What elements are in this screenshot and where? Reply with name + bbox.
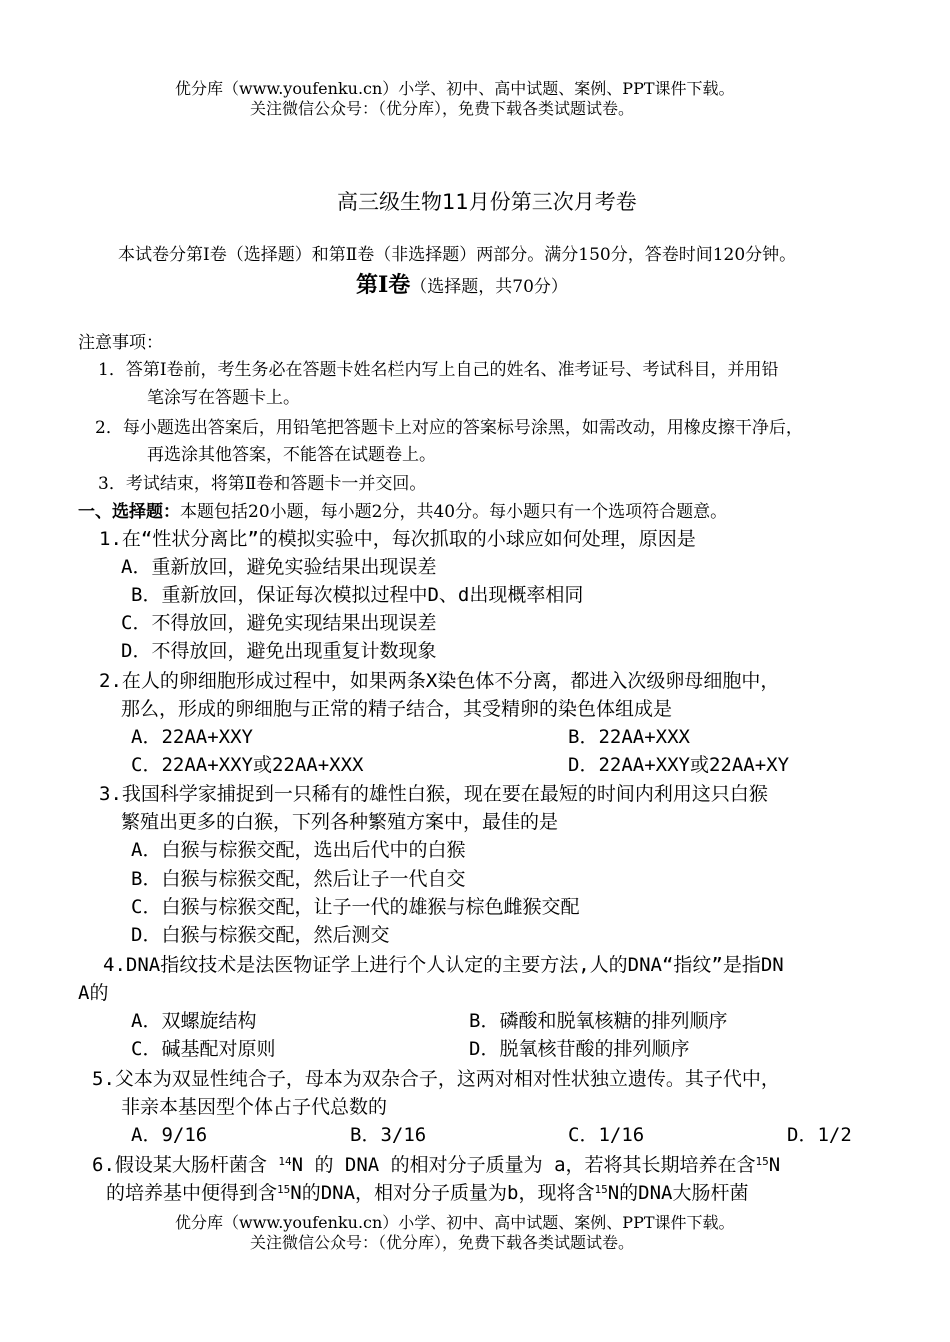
page-title: 高三级生物11月份第三次月考卷 bbox=[337, 190, 637, 214]
q6-text-3: N bbox=[768, 1154, 781, 1176]
q5-option-d: D．1/2 bbox=[787, 1124, 852, 1146]
q4-option-c: C．碱基配对原则 bbox=[131, 1038, 276, 1060]
intro-text: 本试卷分第Ⅰ卷（选择题）和第Ⅱ卷（非选择题）两部分。满分150分，答卷时间120分钟。 bbox=[118, 245, 797, 265]
part1-desc: 本题包括20小题，每小题2分，共40分。每小题只有一个选项符合题意。 bbox=[180, 502, 728, 522]
q6-sup-4: 15 bbox=[594, 1183, 608, 1196]
q4-option-a: A．双螺旋结构 bbox=[131, 1010, 257, 1032]
q5-stem-line-1: 5.父本为双显性纯合子，母本为双杂合子，这两对相对性状独立遗传。其子代中， bbox=[92, 1068, 780, 1090]
notice-item-2-line-1: 2．每小题选出答案后，用铅笔把答题卡上对应的答案标号涂黑，如需改动，用橡皮擦干净后， bbox=[95, 418, 803, 438]
q3-option-d: D．白猴与棕猴交配，然后测交 bbox=[131, 924, 390, 946]
header-line-1: 优分库（www.youfenku.cn）小学、初中、高中试题、案例、PPT课件下载。 bbox=[175, 79, 735, 98]
notice-item-1-line-1: 1．答第Ⅰ卷前，考生务必在答题卡姓名栏内写上自己的姓名、准考证号、考试科目，并用铅 bbox=[98, 360, 779, 380]
q4-stem-line-1: 4.DNA指纹技术是法医物证学上进行个人认定的主要方法,人的DNA“指纹”是指DN bbox=[103, 954, 784, 976]
q6-text-6: N的DNA大肠杆菌 bbox=[607, 1182, 749, 1204]
q3-stem-line-2: 繁殖出更多的白猴，下列各种繁殖方案中，最佳的是 bbox=[121, 811, 559, 833]
notice-item-3: 3．考试结束，将第Ⅱ卷和答题卡一并交回。 bbox=[98, 474, 427, 494]
q6-text-2: N 的 DNA 的相对分子质量为 a，若将其长期培养在含 bbox=[291, 1154, 756, 1176]
q6-stem-line-1 bbox=[92, 1150, 780, 1177]
q2-option-b: B．22AA+XXX bbox=[568, 726, 690, 748]
part1-label: 一、选择题： bbox=[78, 502, 180, 522]
section-label: 第Ⅰ卷 bbox=[356, 272, 411, 298]
q6-sup-1: 14 bbox=[278, 1155, 292, 1168]
q2-option-a: A．22AA+XXY bbox=[131, 726, 253, 748]
q2-option-d: D．22AA+XXY或22AA+XY bbox=[568, 754, 790, 776]
q1-option-c: C．不得放回，避免实现结果出现误差 bbox=[121, 612, 437, 634]
q6-stem-line-2 bbox=[106, 1178, 748, 1205]
notice-item-1-line-2: 笔涂写在答题卡上。 bbox=[147, 388, 300, 408]
notice-heading: 注意事项： bbox=[78, 333, 163, 353]
q2-stem-line-1: 2.在人的卵细胞形成过程中，如果两条X染色体不分离，都进入次级卵母细胞中， bbox=[99, 670, 780, 692]
q1-stem: 1.在“性状分离比”的模拟实验中，每次抓取的小球应如何处理，原因是 bbox=[99, 528, 696, 550]
q3-option-c: C．白猴与棕猴交配，让子一代的雄猴与棕色雌猴交配 bbox=[131, 896, 580, 918]
q6-text-5: N的DNA，相对分子质量为b，现将含 bbox=[290, 1182, 595, 1204]
q5-option-b: B．3/16 bbox=[350, 1124, 427, 1146]
q5-stem-line-2: 非亲本基因型个体占子代总数的 bbox=[121, 1096, 388, 1118]
q3-option-a: A．白猴与棕猴交配，选出后代中的白猴 bbox=[131, 839, 466, 861]
q3-option-b: B．白猴与棕猴交配，然后让子一代自交 bbox=[131, 868, 466, 890]
q4-option-b: B．磷酸和脱氧核糖的排列顺序 bbox=[469, 1010, 728, 1032]
q3-stem-line-1: 3.我国科学家捕捉到一只稀有的雄性白猴，现在要在最短的时间内利用这只白猴 bbox=[99, 783, 768, 805]
footer-line-1: 优分库（www.youfenku.cn）小学、初中、高中试题、案例、PPT课件下载。 bbox=[175, 1213, 735, 1232]
notice-item-2-line-2: 再选涂其他答案，不能答在试题卷上。 bbox=[147, 445, 436, 465]
q1-option-d: D．不得放回，避免出现重复计数现象 bbox=[121, 640, 437, 662]
q1-option-a: A．重新放回，避免实验结果出现误差 bbox=[121, 556, 437, 578]
q2-option-c: C．22AA+XXY或22AA+XXX bbox=[131, 754, 364, 776]
q6-text-1: 6.假设某大肠杆菌含 bbox=[92, 1154, 267, 1176]
q6-sup-2: 15 bbox=[755, 1155, 769, 1168]
q6-sup-3: 15 bbox=[277, 1183, 291, 1196]
footer-line-2: 关注微信公众号：（优分库），免费下载各类试题试卷。 bbox=[250, 1233, 635, 1252]
section-heading bbox=[356, 268, 568, 299]
q5-option-a: A．9/16 bbox=[131, 1124, 208, 1146]
q4-stem-line-2: A的 bbox=[78, 982, 109, 1004]
q5-option-c: C．1/16 bbox=[568, 1124, 645, 1146]
q1-option-b: B．重新放回，保证每次模拟过程中D、d出现概率相同 bbox=[131, 584, 584, 606]
q6-text-4: 的培养基中便得到含 bbox=[106, 1182, 278, 1204]
header-line-2: 关注微信公众号：（优分库），免费下载各类试题试卷。 bbox=[250, 99, 635, 118]
q4-option-d: D．脱氧核苷酸的排列顺序 bbox=[469, 1038, 690, 1060]
q2-stem-line-2: 那么，形成的卵细胞与正常的精子结合，其受精卵的染色体组成是 bbox=[121, 698, 673, 720]
section-note: （选择题，共70分） bbox=[410, 277, 568, 297]
part1-heading bbox=[78, 497, 727, 522]
